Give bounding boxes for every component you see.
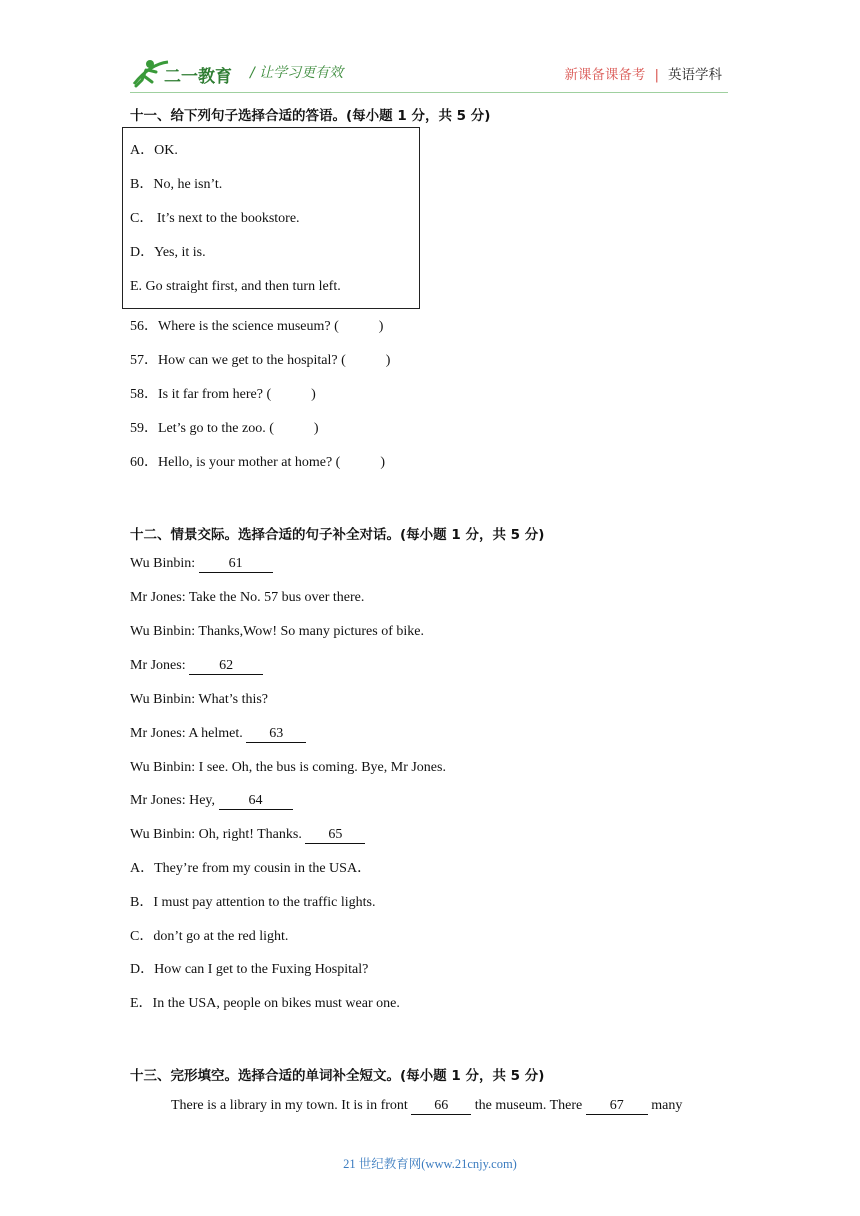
blank-66: 66 bbox=[411, 1098, 471, 1115]
dialogue-line-2: Mr Jones: Take the No. 57 bus over there. bbox=[130, 590, 365, 605]
s12-option-e: E．In the USA, people on bikes must wear one. bbox=[130, 996, 400, 1011]
question-57-close: ) bbox=[385, 353, 391, 368]
logo-runner-icon bbox=[130, 56, 240, 90]
s12-option-d: D．How can I get to the Fuxing Hospital? bbox=[130, 962, 369, 977]
blank-63: 63 bbox=[246, 726, 306, 743]
question-60-text: 60．Hello, is your mother at home? ( bbox=[130, 455, 341, 470]
section-11-title: 十一、给下列句子选择合适的答语。(每小题 1 分，共 5 分) bbox=[130, 108, 491, 124]
page-footer: 21 世纪教育网(www.21cnjy.com) bbox=[343, 1157, 517, 1171]
dialogue-6-text: Mr Jones: A helmet. bbox=[130, 726, 247, 741]
dialogue-9-text: Wu Binbin: Oh, right! Thanks. bbox=[130, 827, 306, 842]
section-12-title: 十二、情景交际。选择合适的句子补全对话。(每小题 1 分，共 5 分) bbox=[130, 527, 545, 543]
dialogue-line-8 bbox=[130, 792, 293, 810]
question-57-text: 57．How can we get to the hospital? ( bbox=[130, 353, 346, 368]
dialogue-line-7: Wu Binbin: I see. Oh, the bus is coming. Bye, Mr Jones. bbox=[130, 760, 446, 775]
s11-option-d: D．Yes, it is. bbox=[130, 245, 206, 260]
question-56 bbox=[130, 318, 383, 336]
s11-option-c: C． It’s next to the bookstore. bbox=[130, 211, 300, 226]
header-subject-label: 英语学科 bbox=[668, 67, 722, 83]
s11-option-b: B．No, he isn’t. bbox=[130, 177, 223, 192]
header-separator: | bbox=[654, 67, 659, 83]
header-course-label: 新课备课备考 bbox=[564, 67, 646, 83]
question-59 bbox=[130, 420, 319, 438]
cloze-paragraph bbox=[171, 1097, 682, 1115]
blank-61: 61 bbox=[199, 556, 273, 573]
question-56-close: ) bbox=[378, 319, 384, 334]
dialogue-1-text: Wu Binbin: bbox=[130, 556, 199, 571]
blank-64: 64 bbox=[219, 793, 293, 810]
cloze-text-3: many bbox=[647, 1098, 683, 1113]
question-60 bbox=[130, 454, 385, 472]
dialogue-8-text: Mr Jones: Hey, bbox=[130, 793, 219, 808]
header-slogan: / 让学习更有效 bbox=[250, 65, 344, 81]
question-57 bbox=[130, 352, 390, 370]
question-58 bbox=[130, 386, 316, 404]
question-58-close: ) bbox=[311, 387, 316, 402]
dialogue-4-text: Mr Jones: bbox=[130, 658, 190, 673]
dialogue-line-9 bbox=[130, 826, 365, 844]
dialogue-line-1 bbox=[130, 555, 273, 573]
dialogue-line-6 bbox=[130, 725, 306, 743]
s11-option-e: E. Go straight first, and then turn left. bbox=[130, 279, 341, 294]
question-58-text: 58．Is it far from here? ( bbox=[130, 387, 272, 402]
s12-option-c: C．don’t go at the red light. bbox=[130, 929, 289, 944]
s12-option-b: B．I must pay attention to the traffic lights. bbox=[130, 895, 376, 910]
logo-text: 二一教育 bbox=[164, 67, 232, 87]
question-60-close: ) bbox=[380, 455, 386, 470]
header-right bbox=[564, 63, 722, 83]
header-divider bbox=[130, 92, 728, 93]
cloze-text-1: There is a library in my town. It is in front bbox=[171, 1098, 412, 1113]
dialogue-line-4 bbox=[130, 657, 263, 675]
s11-option-a: A．OK. bbox=[130, 143, 178, 158]
blank-62: 62 bbox=[189, 658, 263, 675]
question-59-text: 59．Let’s go to the zoo. ( bbox=[130, 421, 274, 436]
dialogue-line-5: Wu Binbin: What’s this? bbox=[130, 692, 269, 707]
section-13-title: 十三、完形填空。选择合适的单词补全短文。(每小题 1 分，共 5 分) bbox=[130, 1068, 545, 1084]
page-header bbox=[0, 0, 860, 100]
s12-option-a: A．They’re from my cousin in the USA． bbox=[130, 861, 372, 876]
blank-65: 65 bbox=[305, 827, 365, 844]
question-59-close: ) bbox=[313, 421, 319, 436]
dialogue-line-3: Wu Binbin: Thanks,Wow! So many pictures of bike. bbox=[130, 624, 424, 639]
question-56-text: 56．Where is the science museum? ( bbox=[130, 319, 339, 334]
blank-67: 67 bbox=[586, 1098, 648, 1115]
cloze-text-2: the museum. There bbox=[471, 1098, 586, 1113]
